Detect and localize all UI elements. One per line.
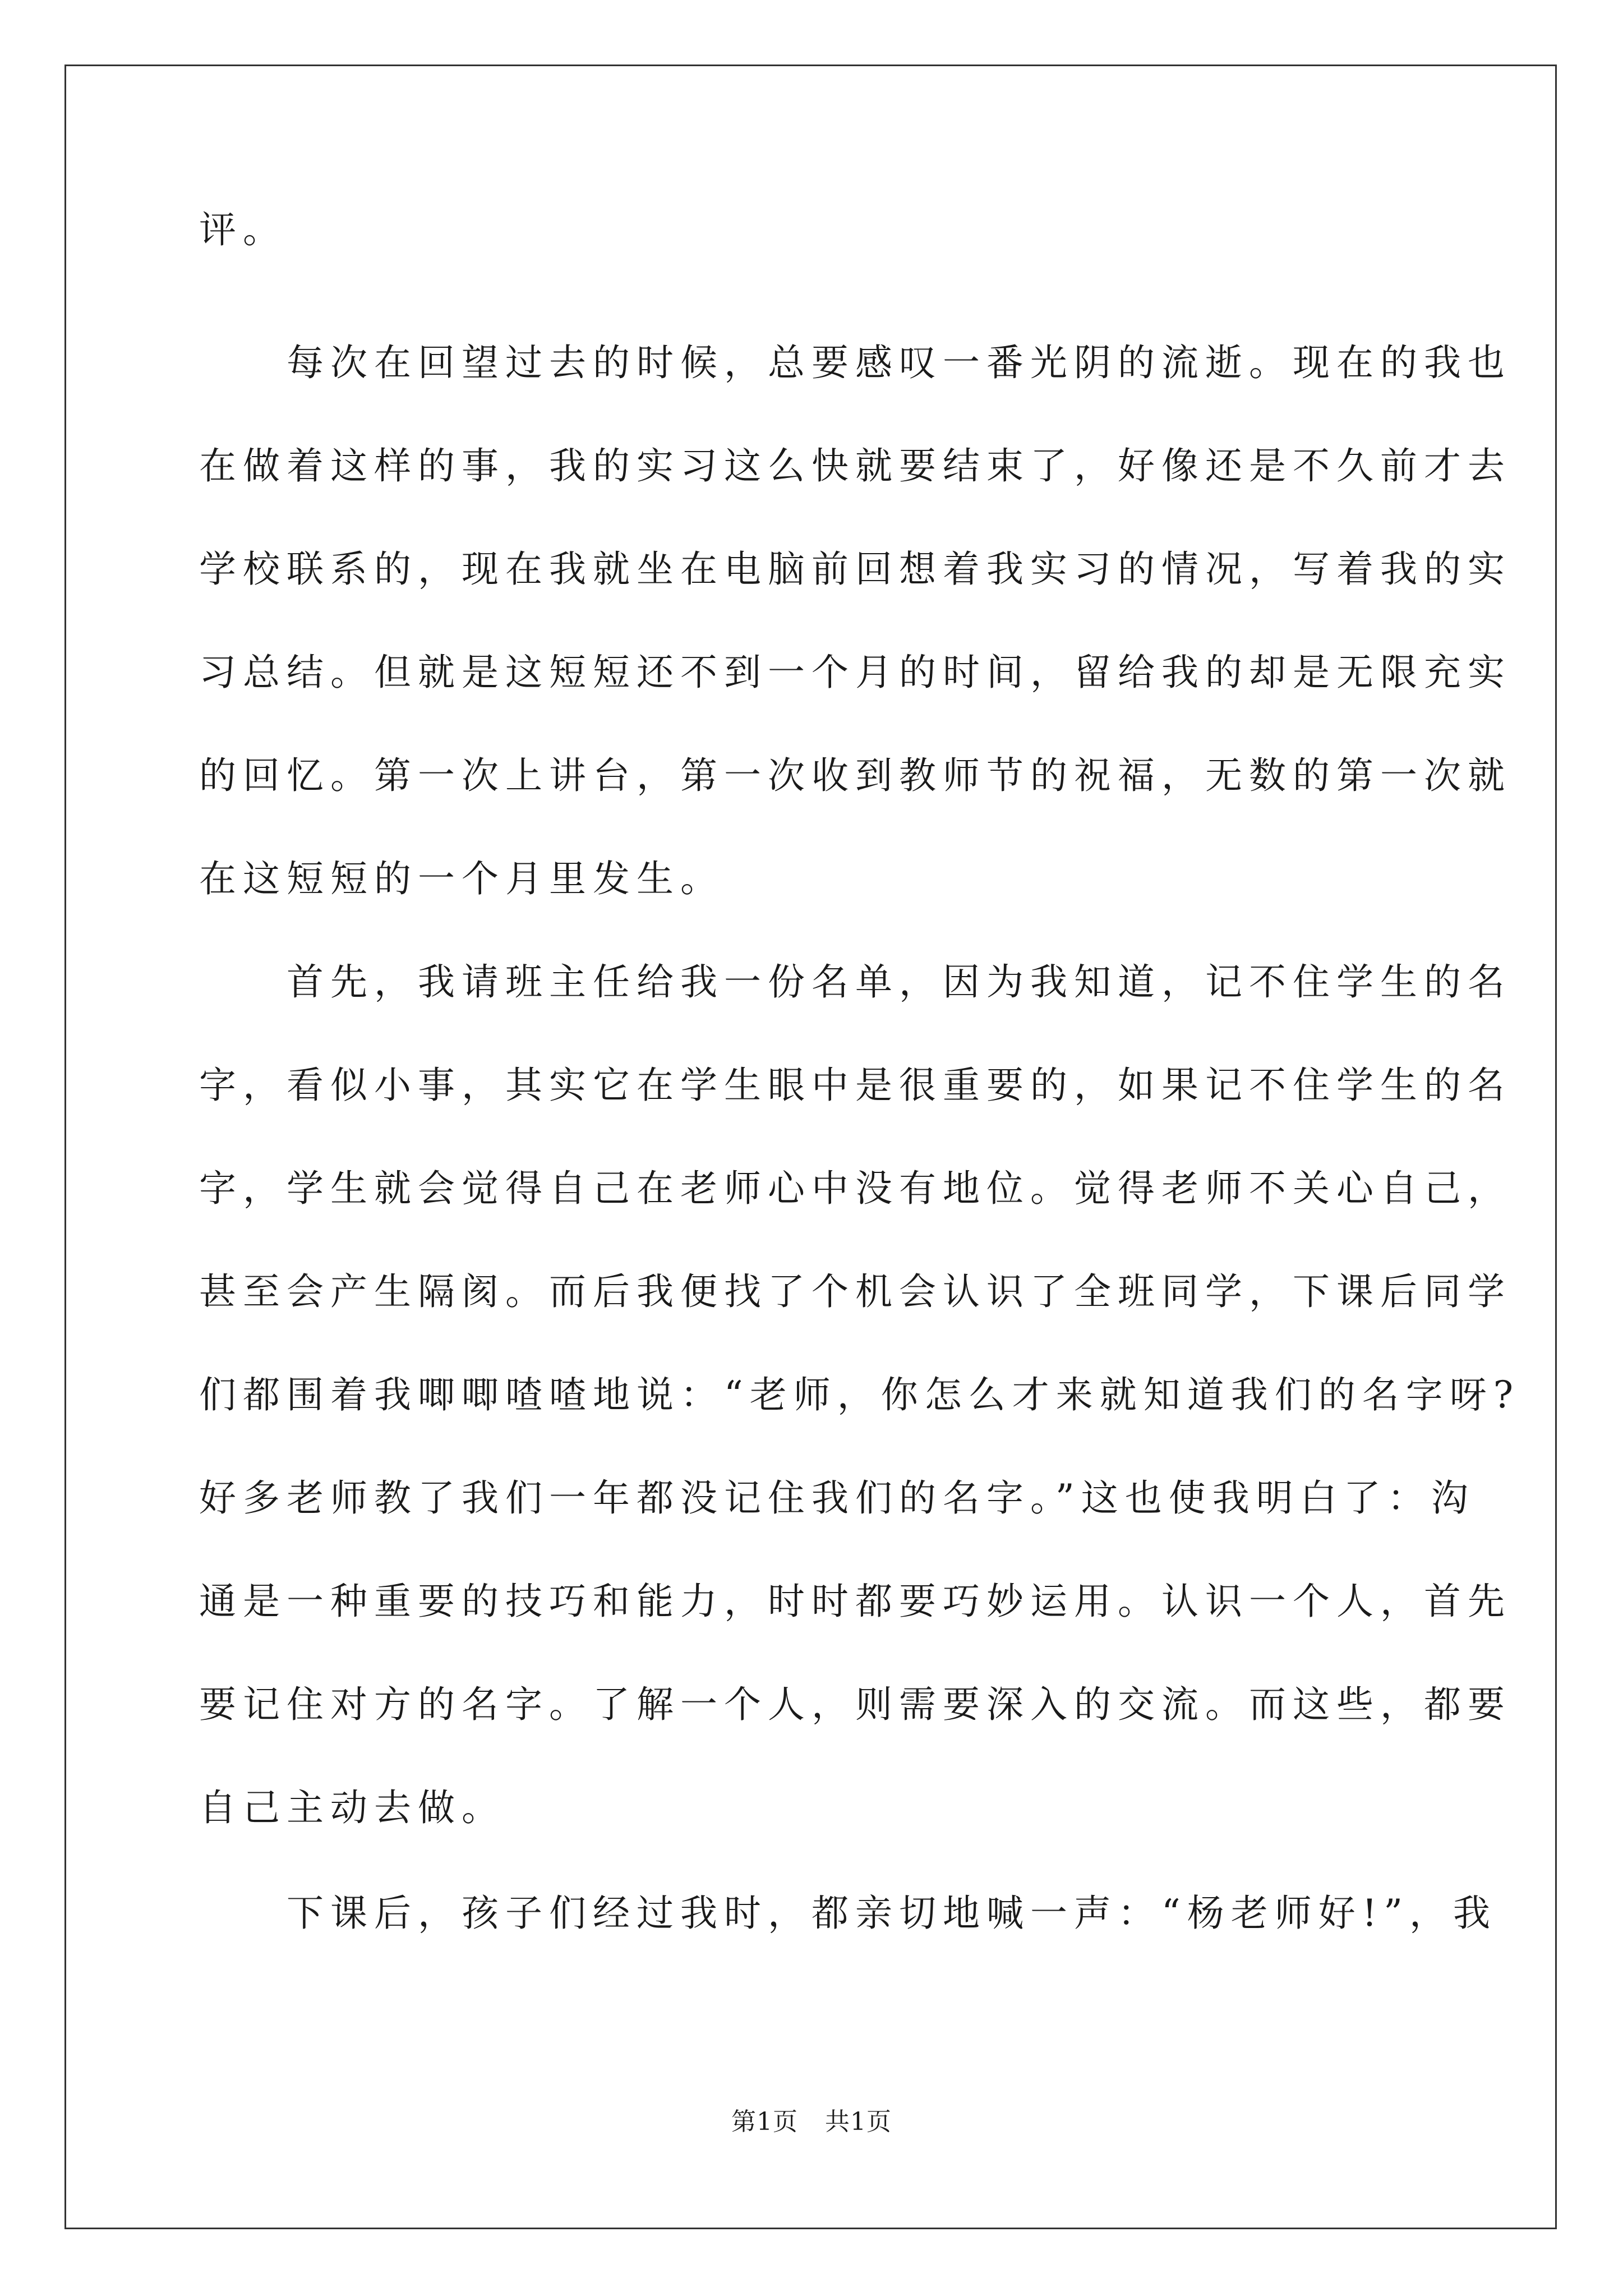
text-line: 习总结。但就是这短短还不到一个月的时间，留给我的却是无限充实 (199, 651, 1511, 694)
text-line: 字，学生就会觉得自己在老师心中没有地位。觉得老师不关心自己， (199, 1167, 1511, 1210)
text-line: 在做着这样的事，我的实习这么快就要结束了，好像还是不久前才去 (199, 444, 1511, 487)
page-total: 共1页 (825, 2108, 892, 2136)
page-number: 第1页 (731, 2108, 798, 2136)
text-line: 好多老师教了我们一年都没记住我们的名字。”这也使我明白了：沟 (199, 1476, 1475, 1520)
text-line: 们都围着我唧唧喳喳地说：“老师，你怎么才来就知道我们的名字呀? (199, 1373, 1520, 1416)
text-line: 评。 (199, 208, 287, 251)
text-line: 首先，我请班主任给我一份名单，因为我知道，记不住学生的名 (199, 960, 1511, 1004)
text-line: 的回忆。第一次上讲台，第一次收到教师节的祝福，无数的第一次就 (199, 754, 1511, 797)
text-line: 在这短短的一个月里发生。 (199, 857, 724, 900)
text-line: 每次在回望过去的时候，总要感叹一番光阴的流逝。现在的我也 (199, 341, 1511, 384)
text-line: 自己主动去做。 (199, 1786, 505, 1829)
text-line: 学校联系的，现在我就坐在电脑前回想着我实习的情况，写着我的实 (199, 547, 1511, 591)
text-line: 甚至会产生隔阂。而后我便找了个机会认识了全班同学，下课后同学 (199, 1270, 1511, 1313)
text-line: 字，看似小事，其实它在学生眼中是很重要的，如果记不住学生的名 (199, 1064, 1511, 1107)
text-line: 要记住对方的名字。了解一个人，则需要深入的交流。而这些，都要 (199, 1683, 1511, 1726)
text-line: 下课后，孩子们经过我时，都亲切地喊一声：“杨老师好!”，我 (199, 1892, 1497, 1935)
text-line: 通是一种重要的技巧和能力，时时都要巧妙运用。认识一个人，首先 (199, 1580, 1511, 1623)
page-footer (0, 2108, 1623, 2136)
